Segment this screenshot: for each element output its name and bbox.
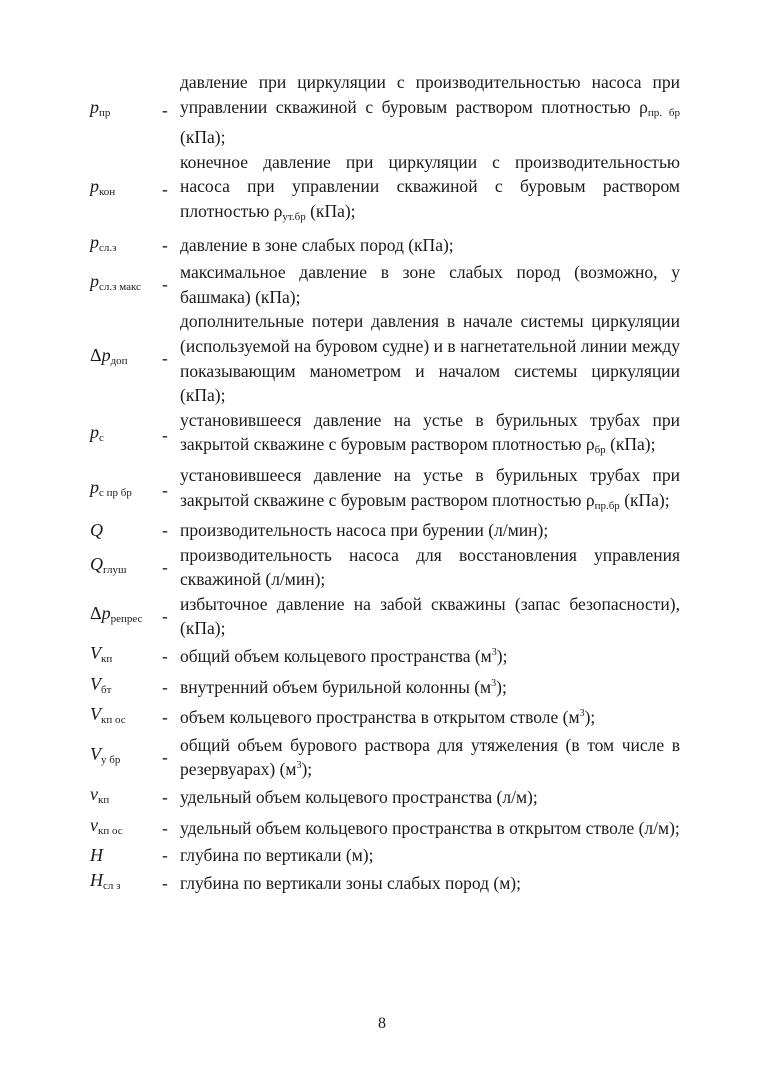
definition-dash: - <box>162 787 168 808</box>
symbol-base: p <box>90 422 99 443</box>
definition-text <box>180 543 680 592</box>
definition-symbol <box>90 518 162 543</box>
symbol-base: p <box>101 603 111 624</box>
symbol-base: p <box>90 96 99 117</box>
definition-text-tail: (кПа); <box>305 200 356 221</box>
definition-text <box>180 463 680 518</box>
definition-dash: - <box>162 425 168 446</box>
definition-row <box>90 518 680 543</box>
unit-superscript: 3 <box>296 760 302 772</box>
definition-text <box>180 675 680 700</box>
definition-dash: - <box>162 606 168 627</box>
symbol-base: V <box>90 673 101 694</box>
definition-text-body: глубина по вертикали (м); <box>180 845 374 866</box>
definition-text <box>180 644 680 669</box>
definition-dash: - <box>162 179 168 200</box>
symbol-base: Q <box>90 553 103 574</box>
definition-text <box>180 408 680 463</box>
definition-row <box>90 150 680 230</box>
definition-text-body: глубина по вертикали зоны слабых пород (м); <box>180 872 521 893</box>
definition-symbol <box>90 269 162 300</box>
definition-row <box>90 843 680 868</box>
definition-text <box>180 70 680 150</box>
definition-dash: - <box>162 348 168 369</box>
density-subscript: пр. бр <box>647 106 681 119</box>
definition-symbol <box>90 475 162 506</box>
definition-text-body: удельный объем кольцевого пространства (л/м); <box>180 787 538 808</box>
symbol-subscript: кп <box>101 653 113 666</box>
symbol-base: H <box>90 845 103 866</box>
definition-symbol <box>90 813 162 844</box>
definition-dash: - <box>162 676 168 697</box>
symbol-subscript: сл з <box>103 879 121 892</box>
delta-symbol: Δ <box>90 603 102 624</box>
definition-text-tail: ); <box>301 759 313 780</box>
definition-symbol <box>90 230 162 261</box>
definition-symbol <box>90 95 162 126</box>
page-number: 8 <box>378 1015 386 1032</box>
definition-dash: - <box>162 274 168 295</box>
definition-text-body: удельный объем кольцевого пространства в открытом стволе (л/м); <box>180 817 680 838</box>
definition-text <box>180 785 680 810</box>
definition-text-body: производительность насоса для восстановления управления скважиной (л/мин); <box>180 544 680 590</box>
definition-text-tail: ); <box>584 707 596 728</box>
symbol-subscript: у бр <box>101 754 121 767</box>
symbol-base: V <box>90 704 101 725</box>
symbol-subscript: кп ос <box>101 714 126 727</box>
definition-text-body: объем кольцевого пространства в открытом стволе (м <box>180 707 580 728</box>
definition-text-body: установившееся давление на устье в бурильных трубах при закрытой скважине с буровым раствором плотностью ρ <box>180 409 680 455</box>
definition-text <box>180 816 680 841</box>
definition-text-body: дополнительные потери давления в начале системы циркуляции (используемой на буровом судне) и в нагнетательной линии между показывающим манометром и началом системы циркуляции (кПа); <box>180 311 680 406</box>
definition-text-body: общий объем кольцевого пространства (м <box>180 646 492 667</box>
definition-text-body: внутренний объем бурильной колонны (м <box>180 676 492 697</box>
symbol-base: p <box>90 176 99 197</box>
symbol-base: p <box>101 345 111 366</box>
symbol-subscript: сл.з макс <box>99 281 141 294</box>
symbol-base: p <box>90 271 99 292</box>
symbol-subscript: сл.з <box>99 241 117 254</box>
definition-symbol <box>90 702 162 733</box>
definition-dash: - <box>162 817 168 838</box>
definition-symbol <box>90 742 162 773</box>
definition-text <box>180 518 680 543</box>
definition-symbol <box>90 601 162 632</box>
definition-dash: - <box>162 480 168 501</box>
symbol-subscript: с пр бр <box>99 487 132 500</box>
definition-row <box>90 230 680 261</box>
definition-text <box>180 871 680 896</box>
definition-symbol <box>90 641 162 672</box>
definition-row <box>90 813 680 844</box>
symbol-base: Q <box>90 520 103 541</box>
definition-row <box>90 782 680 813</box>
density-subscript: ут.бр <box>282 210 306 223</box>
definition-text-body: максимальное давление в зоне слабых пород (возможно, у башмака) (кПа); <box>180 262 680 307</box>
definition-text-body: избыточное давление на забой скважины (запас безопасности), (кПа); <box>180 593 680 639</box>
symbol-subscript: репрес <box>110 613 143 626</box>
definition-row <box>90 260 680 309</box>
definition-dash: - <box>162 646 168 667</box>
definition-text <box>180 733 680 782</box>
density-subscript: бр <box>594 444 606 457</box>
definition-text <box>180 260 680 309</box>
symbol-subscript: бт <box>101 683 112 696</box>
definition-row <box>90 309 680 407</box>
definition-row <box>90 702 680 733</box>
definition-symbol <box>90 174 162 205</box>
symbol-base: H <box>90 869 103 890</box>
symbol-subscript: кп ос <box>98 824 123 837</box>
symbol-base: v <box>90 814 98 835</box>
definition-symbol <box>90 343 162 374</box>
symbol-subscript: пр <box>99 106 111 119</box>
definition-symbol <box>90 552 162 583</box>
definition-symbol <box>90 420 162 451</box>
definition-dash: - <box>162 747 168 768</box>
definition-text-tail: ); <box>496 676 507 697</box>
definition-dash: - <box>162 872 168 893</box>
definition-row <box>90 408 680 463</box>
definition-dash: - <box>162 234 168 255</box>
definition-row <box>90 463 680 518</box>
definition-dash: - <box>162 520 168 541</box>
definition-text-tail: (кПа); <box>619 489 670 510</box>
symbol-subscript: с <box>99 432 104 445</box>
definition-row <box>90 543 680 592</box>
symbol-base: p <box>90 231 99 252</box>
symbol-base: V <box>90 643 101 664</box>
symbol-base: p <box>90 477 99 498</box>
definition-row <box>90 70 680 150</box>
definition-dash: - <box>162 707 168 728</box>
definition-symbol <box>90 843 162 868</box>
definition-text-tail: ); <box>496 646 508 667</box>
symbol-subscript: кон <box>99 186 116 199</box>
definitions-list <box>90 70 680 898</box>
definition-symbol <box>90 782 162 813</box>
definition-row <box>90 641 680 672</box>
definition-text-body: общий объем бурового раствора для утяжеления (в том числе в резервуарах) (м <box>180 734 680 780</box>
delta-symbol: Δ <box>90 345 102 366</box>
unit-superscript: 3 <box>491 677 497 689</box>
symbol-base: V <box>90 744 101 765</box>
definition-row <box>90 733 680 782</box>
definition-text <box>180 843 680 868</box>
symbol-subscript: глуш <box>103 563 127 576</box>
density-subscript: пр.бр <box>594 499 620 512</box>
definition-text <box>180 233 680 258</box>
definition-text-body: конечное давление при циркуляции с производительностью насоса при управлении скважиной с буровым раствором плотностью ρ <box>180 151 680 221</box>
definition-text <box>180 309 680 407</box>
definition-row <box>90 672 680 703</box>
unit-superscript: 3 <box>491 647 497 659</box>
definition-text <box>180 705 680 730</box>
definition-text-body: установившееся давление на устье в бурильных трубах при закрытой скважине с буровым раствором плотностью ρ <box>180 464 680 510</box>
definition-symbol <box>90 672 162 703</box>
definition-text <box>180 150 680 230</box>
definition-dash: - <box>162 845 168 866</box>
definition-text-body: производительность насоса при бурении (л/мин); <box>180 520 549 541</box>
symbol-subscript: доп <box>110 355 128 368</box>
definition-text-tail: (кПа); <box>605 434 656 455</box>
definition-row <box>90 868 680 899</box>
definition-text-body: давление в зоне слабых пород (кПа); <box>180 234 454 255</box>
unit-superscript: 3 <box>579 708 585 720</box>
definition-text-body: давление при циркуляции с производительностью насоса при управлении скважиной с буровым раствором плотностью ρ <box>180 72 680 117</box>
definition-text-tail: (кПа); <box>180 127 226 148</box>
definition-dash: - <box>162 556 168 577</box>
definition-row <box>90 592 680 641</box>
definition-dash: - <box>162 99 168 120</box>
symbol-subscript: кп <box>98 794 110 807</box>
symbol-base: v <box>90 784 98 805</box>
definition-symbol <box>90 868 162 899</box>
definition-text <box>180 592 680 641</box>
